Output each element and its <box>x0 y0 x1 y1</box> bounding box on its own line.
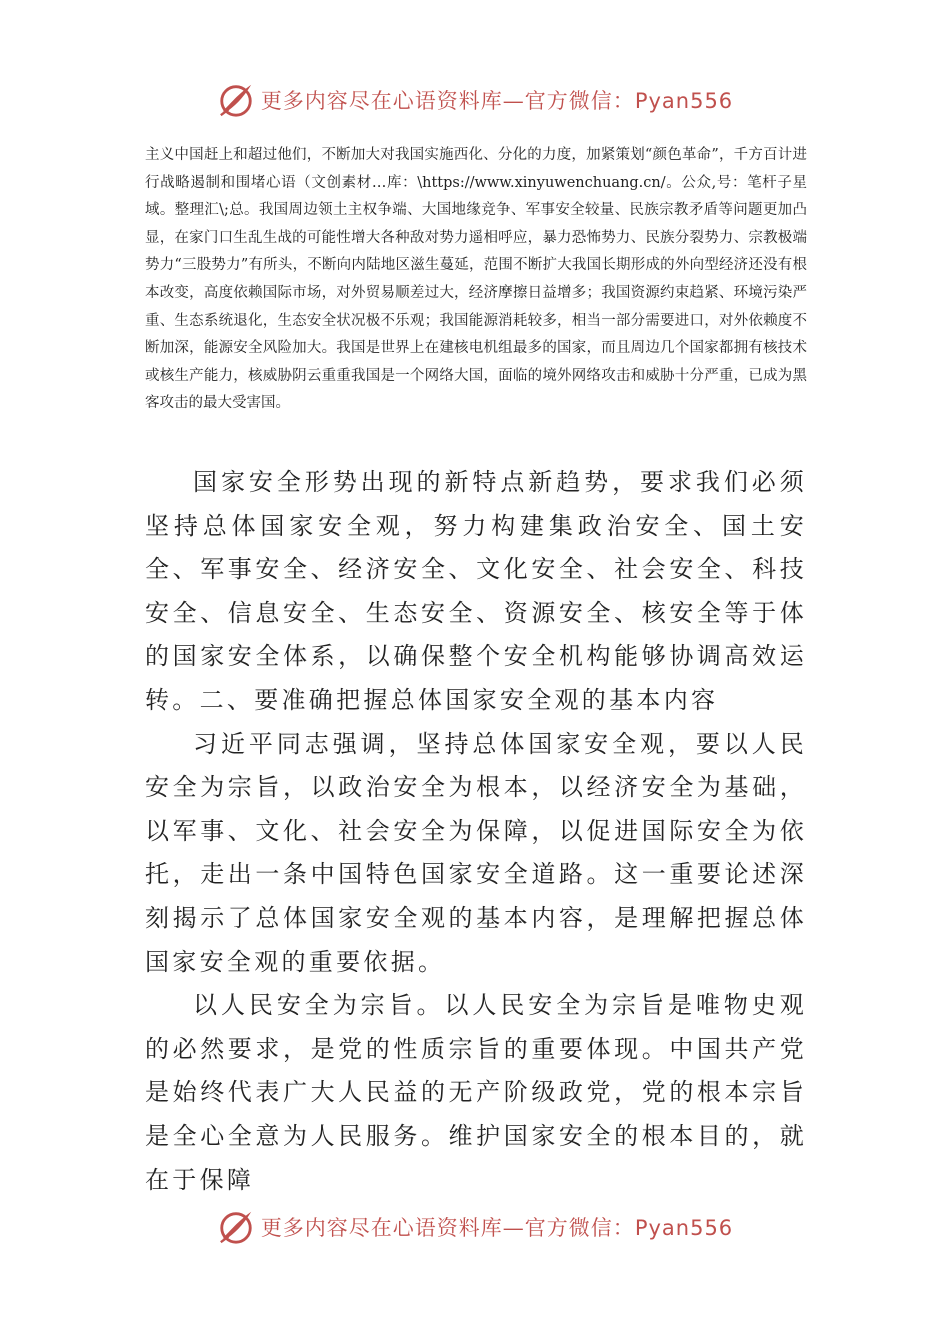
quill-pen-seal-icon <box>217 1208 255 1246</box>
body-paragraph: 国家安全形势出现的新特点新趋势，要求我们必须坚持总体国家安全观，努力构建集政治安全、国土安全、军事安全、经济安全、文化安全、社会安全、科技安全、信息安全、生态安全、资源安全、核安全等于体的国家安全体系，以确保整个安全机构能够协调高效运转。二、要准确把握总体国家安全观的基本内容 <box>145 468 807 714</box>
small-paragraph: 主义中国赶上和超过他们，不断加大对我国实施西化、分化的力度，加紧策划“颜色革命”，千方百计进行战略遏制和围堵心语（文创素材…库：\https://www.xinyuwenchuang.cn/。公众,号：笔杆子星域。整理汇\;总。我国周边领土主权争端、大国地缘竞争、军事安全较量、民族宗教矛盾等问题更加凸显，在家门口生乱生战的可能性增大各种敌对势力遥相呼应，暴力恐怖势力、民族分裂势力、宗教极端势力“三股势力”有所头，不断向内陆地区滋生蔓延，范围不断扩大我国长期形成的外向型经济还没有根本改变，高度依赖国际市场，对外贸易顺差过大，经济摩擦日益增多；我国资源约束趋紧、环境污染严重、生态系统退化，生态安全状况极不乐观；我国能源消耗较多，相当一部分需要进口，对外依赖度不断加深，能源安全风险加大。我国是世界上在建核电机组最多的国家，而且周边几个国家都拥有核技术或核生产能力，核威胁阴云重重我国是一个网络大国，面临的境外网络攻击和威胁十分严重，已成为黑客攻击的最大受害国。 <box>145 147 807 412</box>
wechat-id: Pyan556 <box>634 89 734 113</box>
wechat-id: Pyan556 <box>634 1216 734 1240</box>
banner-main-text: 更多内容尽在心语资料库—官方微信： <box>260 1216 635 1240</box>
quill-pen-seal-icon <box>217 81 255 119</box>
body-text <box>145 461 807 1202</box>
banner-text <box>261 1212 733 1242</box>
body-paragraph: 以人民安全为宗旨。以人民安全为宗旨是唯物史观的必然要求，是党的性质宗旨的重要体现。中国共产党是始终代表广大人民益的无产阶级政党，党的根本宗旨是全心全意为人民服务。维护国家安全的根本目的，就在于保障 <box>145 991 807 1194</box>
banner-text <box>261 85 733 115</box>
intro-small-text <box>145 142 807 418</box>
footer-banner <box>0 1205 950 1249</box>
body-paragraph: 习近平同志强调，坚持总体国家安全观，要以人民安全为宗旨，以政治安全为根本，以经济安全为基础，以军事、文化、社会安全为保障，以促进国际安全为依托，走出一条中国特色国家安全道路。这一重要论述深刻揭示了总体国家安全观的基本内容，是理解把握总体国家安全观的重要依据。 <box>145 729 807 976</box>
header-banner <box>0 78 950 122</box>
banner-main-text: 更多内容尽在心语资料库—官方微信： <box>260 89 635 113</box>
